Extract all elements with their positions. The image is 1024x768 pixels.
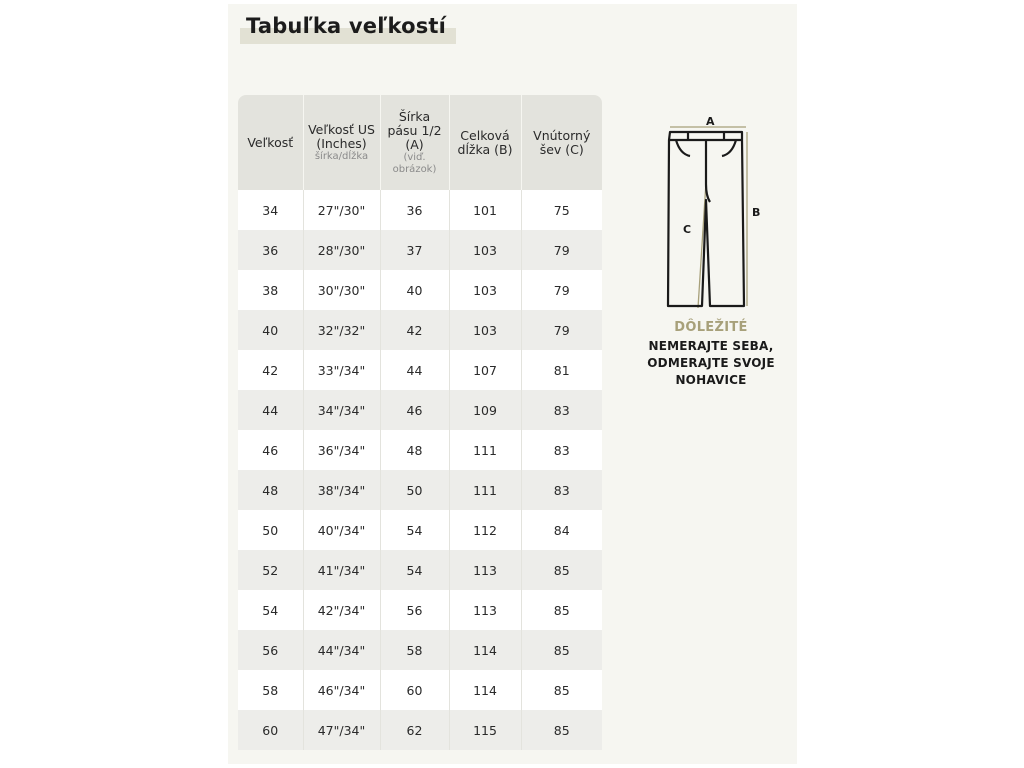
table-row [238,510,602,550]
cell-inseam: 84 [521,510,602,550]
header-waist-width [380,95,449,190]
cell-size: 50 [238,510,303,550]
cell-inseam: 85 [521,590,602,630]
cell-inseam: 79 [521,270,602,310]
cell-waist-width: 48 [380,430,449,470]
table-row [238,590,602,630]
table-header-row [238,95,602,190]
cell-size: 44 [238,390,303,430]
table-row [238,470,602,510]
cell-waist-width: 58 [380,630,449,670]
size-table [238,95,602,750]
note-line: NOHAVICE [675,373,747,387]
important-heading: DÔLEŽITÉ [674,320,748,335]
cell-us-size: 47"/34" [303,710,380,750]
trousers-outline [668,132,744,306]
cell-waist-width: 37 [380,230,449,270]
cell-waist-width: 50 [380,470,449,510]
cell-waist-width: 42 [380,310,449,350]
table-row [238,550,602,590]
cell-us-size: 38"/34" [303,470,380,510]
title-block [246,14,446,38]
header-size-label: Veľkosť [247,134,294,150]
header-us-size-sub: šírka/dĺžka [314,150,369,162]
header-total-length-label: Celková dĺžka (B) [457,127,513,157]
header-total-length [449,95,521,190]
table-row [238,430,602,470]
cell-waist-width: 46 [380,390,449,430]
cell-us-size: 30"/30" [303,270,380,310]
cell-us-size: 41"/34" [303,550,380,590]
label-c: C [683,223,692,236]
header-inseam-label: Vnútorný šev (C) [533,127,591,157]
label-a: A [706,115,715,128]
table-body [238,190,602,750]
cell-inseam: 83 [521,390,602,430]
cell-total-length: 111 [449,470,521,510]
cell-inseam: 85 [521,710,602,750]
cell-waist-width: 36 [380,190,449,230]
header-us-size [303,95,380,190]
cell-total-length: 103 [449,270,521,310]
table-row [238,630,602,670]
cell-size: 56 [238,630,303,670]
cell-us-size: 40"/34" [303,510,380,550]
table-row [238,190,602,230]
table-row [238,270,602,310]
header-inseam [521,95,602,190]
cell-total-length: 103 [449,230,521,270]
cell-us-size: 33"/34" [303,350,380,390]
cell-total-length: 109 [449,390,521,430]
cell-us-size: 46"/34" [303,670,380,710]
cell-waist-width: 40 [380,270,449,310]
cell-size: 40 [238,310,303,350]
page-title: Tabuľka veľkostí [246,14,447,38]
cell-inseam: 83 [521,430,602,470]
cell-us-size: 32"/32" [303,310,380,350]
table-row [238,310,602,350]
cell-size: 42 [238,350,303,390]
header-waist-width-label: Šírka pásu 1/2 (A) [387,108,442,152]
cell-inseam: 85 [521,670,602,710]
cell-total-length: 103 [449,310,521,350]
cell-size: 36 [238,230,303,270]
important-note [626,320,796,389]
cell-size: 52 [238,550,303,590]
cell-size: 38 [238,270,303,310]
table-row [238,670,602,710]
cell-total-length: 115 [449,710,521,750]
cell-size: 54 [238,590,303,630]
cell-inseam: 79 [521,310,602,350]
cell-inseam: 85 [521,550,602,590]
cell-total-length: 111 [449,430,521,470]
header-us-size-label: Veľkosť US (Inches) [308,121,375,151]
header-waist-width-sub: (viď. obrázok) [392,151,437,175]
trousers-icon [640,110,780,320]
cell-size: 60 [238,710,303,750]
table-row [238,710,602,750]
label-b: B [752,206,761,219]
note-line: NEMERAJTE SEBA, [648,339,774,353]
table-row [238,390,602,430]
cell-inseam: 83 [521,470,602,510]
cell-us-size: 36"/34" [303,430,380,470]
cell-size: 46 [238,430,303,470]
cell-waist-width: 54 [380,510,449,550]
cell-total-length: 113 [449,590,521,630]
cell-inseam: 79 [521,230,602,270]
header-size [238,95,303,190]
table-row [238,230,602,270]
cell-total-length: 113 [449,550,521,590]
cell-waist-width: 54 [380,550,449,590]
cell-size: 34 [238,190,303,230]
cell-waist-width: 56 [380,590,449,630]
cell-us-size: 42"/34" [303,590,380,630]
cell-size: 58 [238,670,303,710]
cell-inseam: 85 [521,630,602,670]
cell-total-length: 107 [449,350,521,390]
cell-us-size: 44"/34" [303,630,380,670]
cell-total-length: 114 [449,630,521,670]
cell-inseam: 81 [521,350,602,390]
cell-total-length: 114 [449,670,521,710]
cell-inseam: 75 [521,190,602,230]
cell-waist-width: 62 [380,710,449,750]
cell-waist-width: 60 [380,670,449,710]
table-row [238,350,602,390]
cell-total-length: 112 [449,510,521,550]
note-line: ODMERAJTE SVOJE [647,356,775,370]
cell-us-size: 34"/34" [303,390,380,430]
cell-us-size: 28"/30" [303,230,380,270]
cell-total-length: 101 [449,190,521,230]
cell-size: 48 [238,470,303,510]
cell-us-size: 27"/30" [303,190,380,230]
cell-waist-width: 44 [380,350,449,390]
